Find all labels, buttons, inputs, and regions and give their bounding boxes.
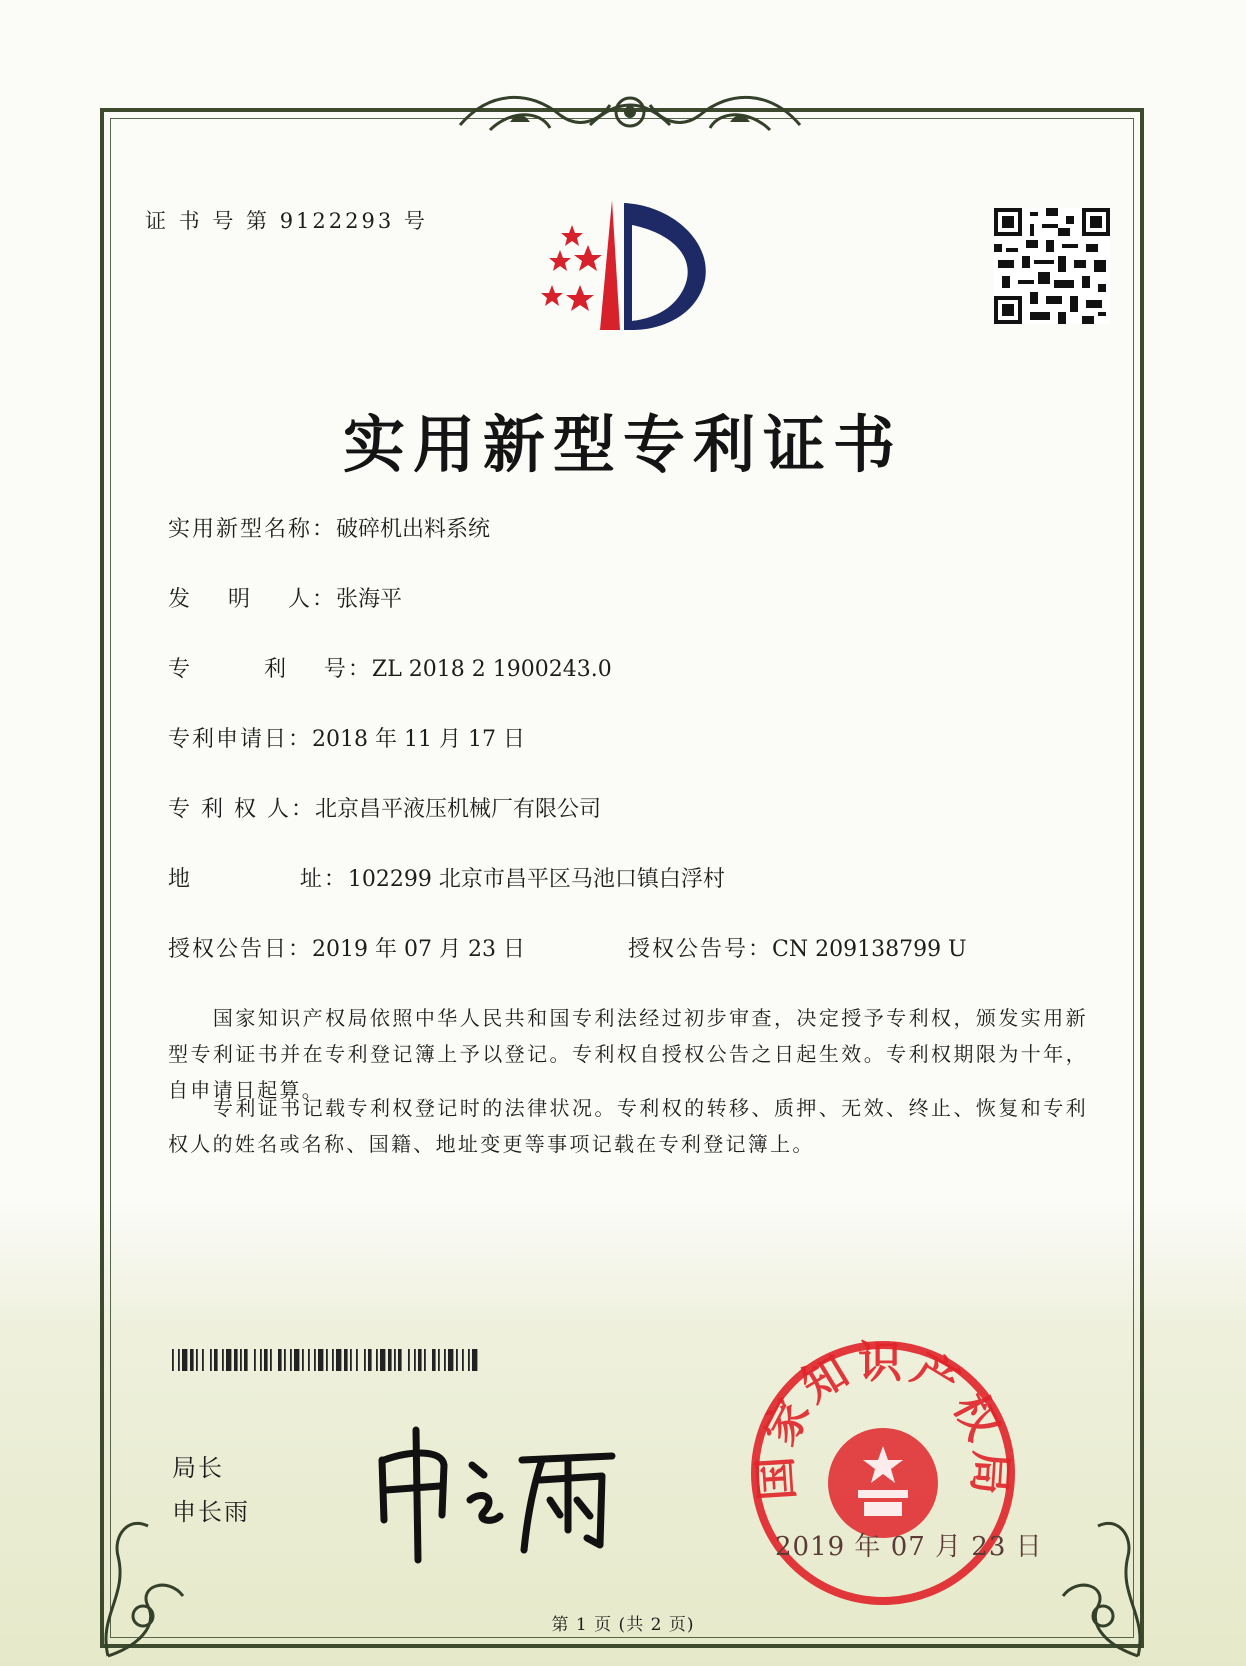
certificate-title: 实用新型专利证书 <box>342 408 903 481</box>
field-label: 专 利 权 人： <box>168 797 315 822</box>
field-value: 2018 年 11 月 17 日 <box>312 727 525 752</box>
qr-code <box>994 208 1110 324</box>
body-paragraph-1: 国家知识产权局依照中华人民共和国专利法经过初步审查，决定授予专利权，颁发实用新型专利证书并在专利登记簿上予以登记。专利权自授权公告之日起生效。专利权期限为十年，自申请日起算。 <box>168 1006 1088 1102</box>
field-address <box>168 862 725 893</box>
field-patent-number <box>168 652 612 683</box>
director-signature <box>372 1420 632 1570</box>
field-utility-model-name <box>168 512 490 543</box>
official-seal <box>748 1338 1018 1608</box>
barcode <box>172 1349 480 1371</box>
director-title: 局长 <box>172 1454 224 1482</box>
field-label: 发 明 人： <box>168 587 336 612</box>
patent-office-logo <box>540 195 740 345</box>
field-value: 2019 年 07 月 23 日 <box>312 937 525 962</box>
certificate-number: 证 书 号 第 9122293 号 <box>145 209 428 233</box>
body-paragraph-2: 专利证书记载专利权登记时的法律状况。专利权的转移、质押、无效、终止、恢复和专利权人的姓名或名称、国籍、地址变更等事项记载在专利登记簿上。 <box>168 1096 1088 1156</box>
field-value: CN 209138799 U <box>772 937 967 962</box>
field-grant-date <box>168 932 525 963</box>
top-ornament <box>450 70 810 150</box>
field-label: 地 址： <box>168 867 348 892</box>
bottom-right-ornament <box>1018 1496 1158 1666</box>
page-footer: 第 1 页 (共 2 页) <box>551 1615 695 1635</box>
seal-date: 2019 年 07 月 23 日 <box>775 1532 1043 1562</box>
field-value: 北京昌平液压机械厂有限公司 <box>314 797 601 822</box>
field-value: 破碎机出料系统 <box>336 517 491 542</box>
field-value: ZL 2018 2 1900243.0 <box>371 657 612 682</box>
director-name: 申长雨 <box>172 1498 250 1526</box>
seal-text: 国家知识产权局 <box>749 1338 1017 1503</box>
field-announcement-number <box>628 932 967 963</box>
field-label: 授权公告号： <box>628 937 773 962</box>
field-label: 专 利 号： <box>168 657 372 682</box>
field-patentee <box>168 792 601 823</box>
field-label: 实用新型名称： <box>168 517 337 542</box>
field-label: 授权公告日： <box>168 937 313 962</box>
field-inventor <box>168 582 402 613</box>
field-value: 张海平 <box>335 587 402 612</box>
field-label: 专利申请日： <box>168 727 313 752</box>
field-application-date <box>168 722 525 753</box>
field-value: 102299 北京市昌平区马池口镇白浮村 <box>347 867 725 892</box>
